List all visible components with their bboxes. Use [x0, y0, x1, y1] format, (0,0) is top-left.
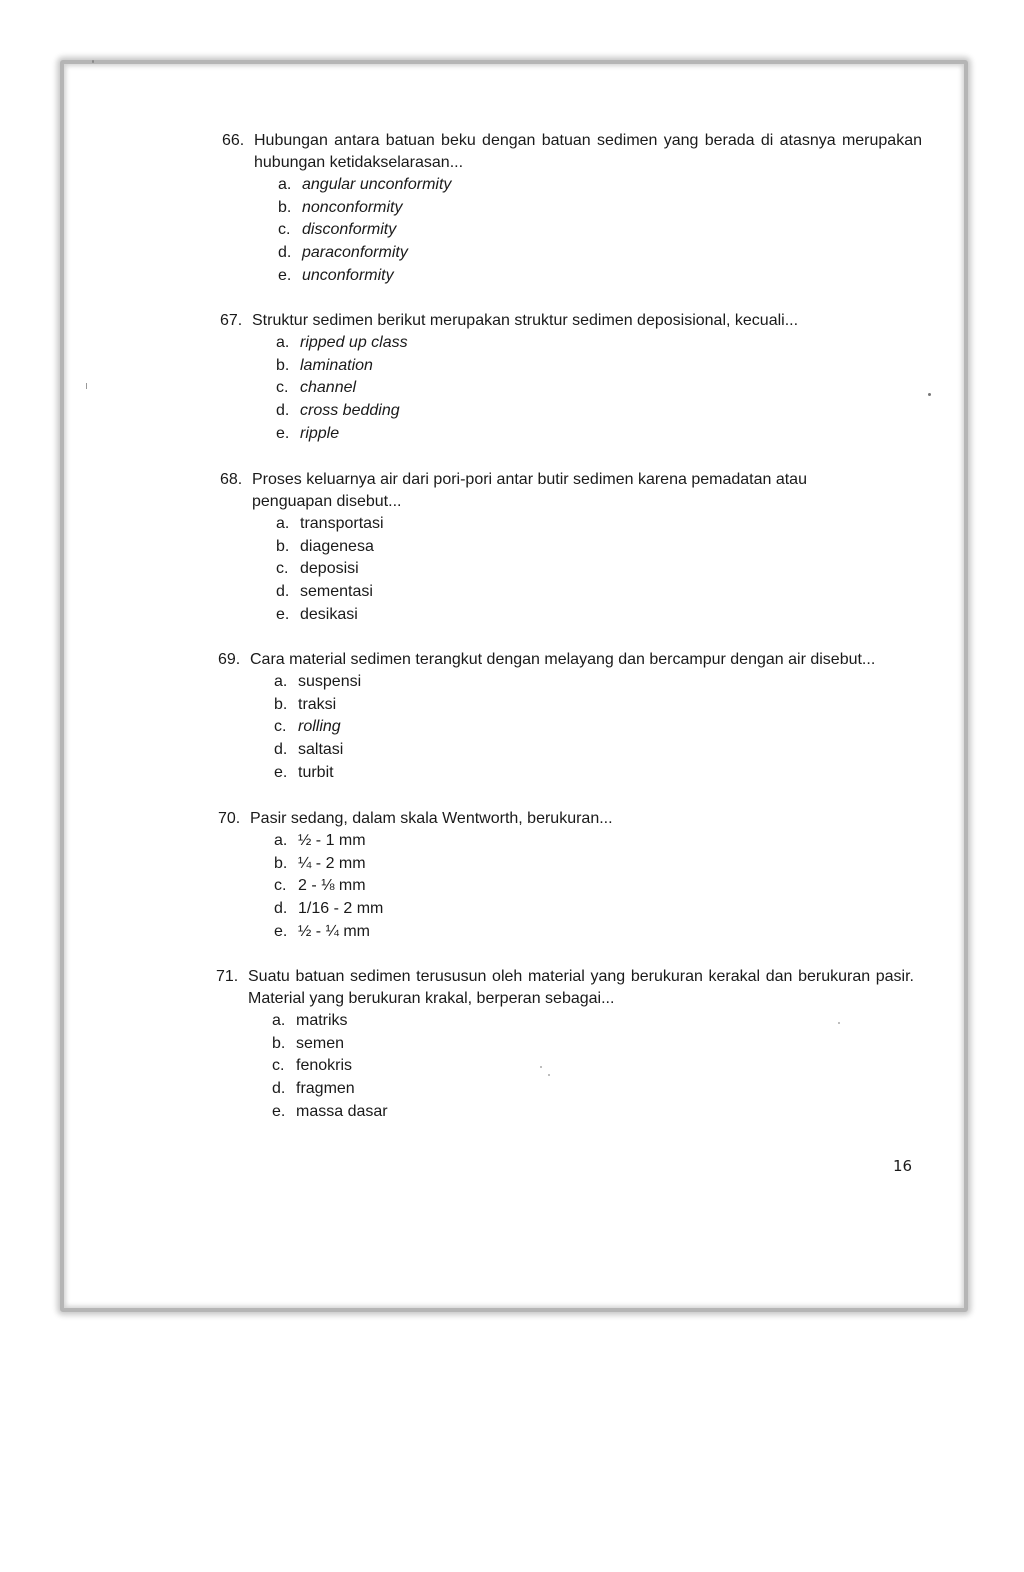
option-text: traksi	[298, 695, 337, 713]
option-b[interactable]	[278, 197, 922, 220]
scan-speck	[92, 60, 94, 63]
question-number: 66.	[222, 132, 245, 149]
option-c[interactable]	[278, 219, 922, 242]
question-number: 71.	[216, 968, 239, 985]
option-a[interactable]	[274, 671, 924, 694]
option-c[interactable]	[274, 716, 924, 739]
option-letter: d.	[274, 741, 288, 759]
scan-speck	[838, 1022, 840, 1024]
option-text: lamination	[300, 356, 373, 374]
options-list	[218, 830, 918, 943]
option-letter: c.	[276, 560, 289, 578]
option-text: massa dasar	[296, 1102, 388, 1120]
scan-speck	[928, 393, 931, 396]
option-a[interactable]	[276, 332, 920, 355]
option-letter: d.	[274, 900, 288, 918]
option-d[interactable]	[272, 1078, 914, 1101]
options-list	[216, 1010, 914, 1123]
options-list	[220, 513, 850, 626]
option-text: paraconformity	[302, 244, 408, 262]
option-d[interactable]	[278, 242, 922, 265]
option-letter: a.	[276, 515, 290, 532]
question-68	[220, 469, 850, 626]
option-letter: e.	[278, 266, 292, 284]
option-text: diagenesa	[300, 537, 374, 555]
option-a[interactable]	[272, 1010, 914, 1033]
question-71	[216, 966, 914, 1123]
option-text: ½ - 1 mm	[298, 832, 366, 849]
options-list	[222, 174, 922, 287]
option-text: disconformity	[302, 221, 397, 239]
option-b[interactable]	[272, 1033, 914, 1056]
option-text: semen	[296, 1034, 345, 1052]
option-text: angular unconformity	[302, 176, 452, 193]
option-text: ripped up class	[300, 334, 408, 351]
option-letter: e.	[274, 763, 288, 781]
option-letter: a.	[276, 334, 290, 351]
option-a[interactable]	[274, 830, 918, 853]
option-text: ripple	[300, 424, 340, 442]
option-letter: c.	[274, 718, 287, 736]
option-letter: e.	[272, 1102, 286, 1120]
option-e[interactable]	[274, 921, 918, 944]
option-c[interactable]	[272, 1055, 914, 1078]
option-a[interactable]	[276, 513, 850, 536]
scan-speck	[540, 1066, 542, 1068]
question-66	[222, 130, 922, 287]
option-letter: b.	[274, 854, 288, 872]
options-list	[220, 332, 920, 445]
option-text: matriks	[296, 1012, 348, 1029]
option-text: saltasi	[298, 741, 344, 759]
question-number: 69.	[218, 651, 241, 668]
option-e[interactable]	[278, 265, 922, 288]
option-c[interactable]	[276, 558, 850, 581]
option-text: 1/16 - 2 mm	[298, 900, 384, 918]
option-d[interactable]	[276, 400, 920, 423]
option-text: 2 - ⅛ mm	[298, 877, 366, 895]
question-text: Cara material sedimen terangkut dengan melayang dan bercampur dengan air disebut...	[250, 651, 876, 668]
option-e[interactable]	[274, 762, 924, 785]
option-text: nonconformity	[302, 198, 403, 216]
option-text: ¼ - 2 mm	[298, 854, 366, 872]
option-e[interactable]	[276, 423, 920, 446]
option-text: channel	[300, 379, 357, 397]
option-letter: e.	[276, 424, 290, 442]
question-text: Pasir sedang, dalam skala Wentworth, berukuran...	[250, 810, 613, 827]
option-text: ½ - ¼ mm	[298, 922, 371, 940]
question-number: 68.	[220, 471, 243, 488]
option-letter: c.	[276, 379, 289, 397]
option-text: cross bedding	[300, 402, 400, 420]
option-b[interactable]	[276, 536, 850, 559]
option-letter: d.	[276, 583, 290, 601]
option-b[interactable]	[274, 853, 918, 876]
option-letter: e.	[276, 605, 290, 623]
option-text: deposisi	[300, 560, 359, 578]
question-text: Suatu batuan sedimen terususun oleh material yang berukuran kerakal dan berukuran pasir. Material yang berukuran krakal, berperan sebagai...	[248, 968, 914, 1007]
option-letter: d.	[276, 402, 290, 420]
option-letter: b.	[276, 537, 290, 555]
option-b[interactable]	[274, 694, 924, 717]
option-e[interactable]	[276, 604, 850, 627]
option-letter: a.	[272, 1012, 286, 1029]
question-number: 70.	[218, 810, 241, 827]
option-letter: b.	[272, 1034, 286, 1052]
scan-speck	[548, 1074, 550, 1076]
question-text: Proses keluarnya air dari pori-pori antar butir sedimen karena pemadatan atau penguapan disebut...	[252, 471, 807, 510]
scan-speck	[86, 383, 87, 389]
question-number: 67.	[220, 312, 243, 329]
option-b[interactable]	[276, 355, 920, 378]
option-letter: d.	[278, 244, 292, 262]
option-letter: c.	[272, 1057, 285, 1075]
option-text: fenokris	[296, 1057, 353, 1075]
option-letter: c.	[274, 877, 287, 895]
question-text: Struktur sedimen berikut merupakan struktur sedimen deposisional, kecuali...	[252, 312, 799, 329]
option-text: transportasi	[300, 515, 384, 532]
option-d[interactable]	[274, 739, 924, 762]
option-letter: a.	[278, 176, 292, 193]
option-text: desikasi	[300, 605, 358, 623]
question-69	[218, 649, 924, 784]
question-67	[220, 310, 920, 445]
page-number: 16	[893, 1157, 913, 1175]
option-d[interactable]	[274, 898, 918, 921]
option-text: suspensi	[298, 673, 362, 690]
option-text: turbit	[298, 763, 334, 781]
question-text: Hubungan antara batuan beku dengan batuan sedimen yang berada di atasnya merupakan hubungan ketidakselarasan...	[254, 132, 922, 171]
option-text: unconformity	[302, 266, 394, 284]
option-text: sementasi	[300, 583, 373, 601]
option-letter: d.	[272, 1080, 286, 1098]
option-e[interactable]	[272, 1101, 914, 1124]
option-text: fragmen	[296, 1080, 355, 1098]
question-70	[218, 808, 918, 943]
option-a[interactable]	[278, 174, 922, 197]
options-list	[218, 671, 924, 784]
option-d[interactable]	[276, 581, 850, 604]
option-letter: a.	[274, 832, 288, 849]
option-text: rolling	[298, 718, 341, 736]
option-c[interactable]	[274, 875, 918, 898]
option-letter: b.	[274, 695, 288, 713]
option-letter: a.	[274, 673, 288, 690]
option-c[interactable]	[276, 377, 920, 400]
option-letter: b.	[276, 356, 290, 374]
option-letter: e.	[274, 922, 288, 940]
option-letter: b.	[278, 198, 292, 216]
option-letter: c.	[278, 221, 291, 239]
